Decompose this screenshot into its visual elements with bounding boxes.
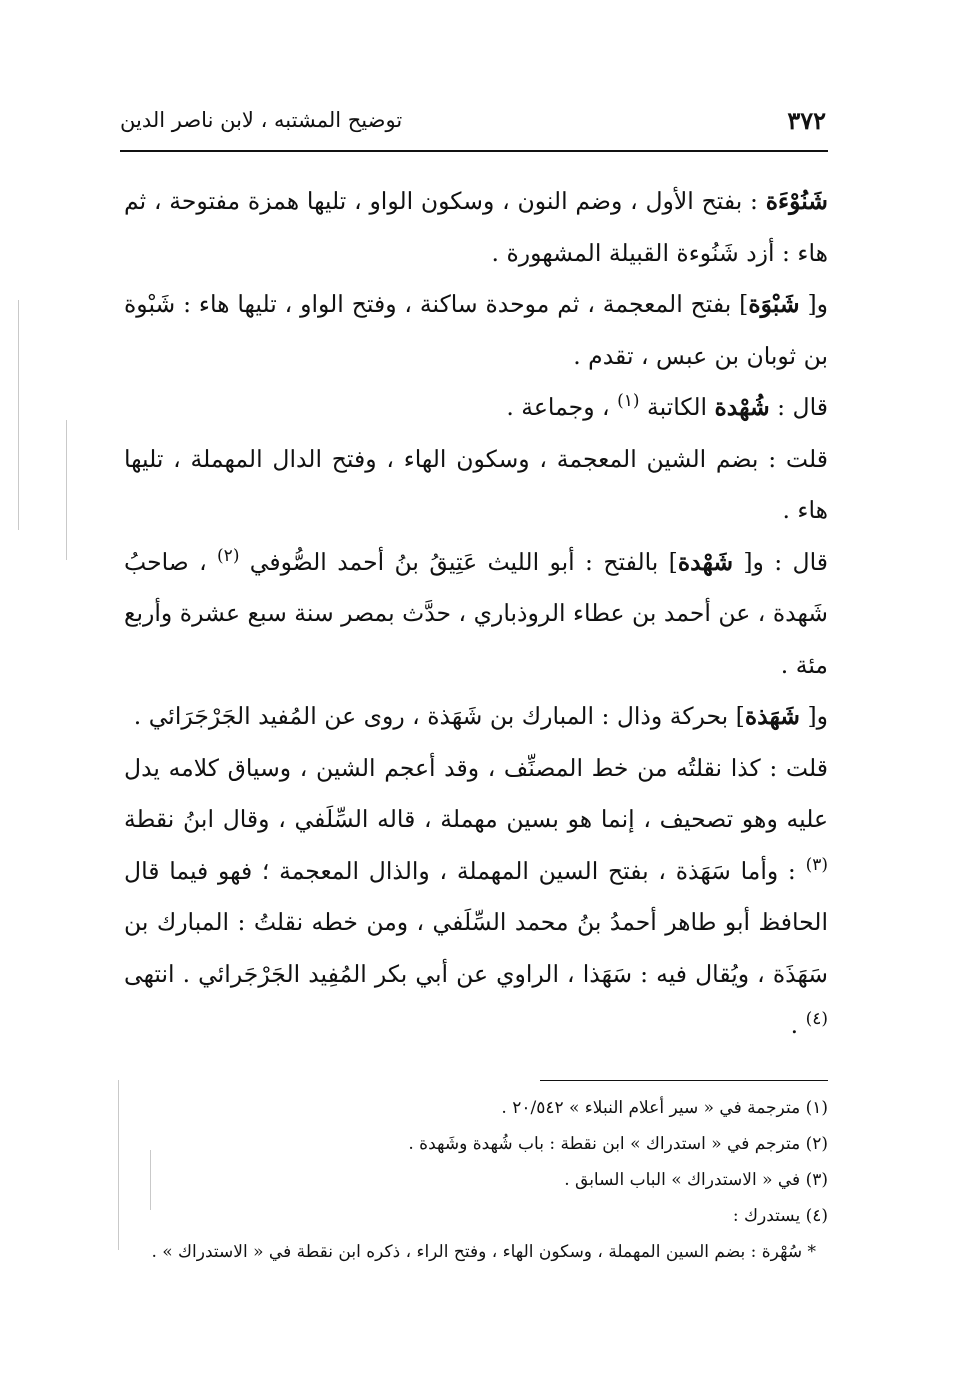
page-number: ٣٧٢ <box>787 106 826 135</box>
paragraph-text: ، وجماعة . <box>506 393 618 421</box>
paragraph-text: ] بالفتح : أبو الليث عَتِيقُ بنُ أحمد الصُّوفي <box>239 547 678 576</box>
footnotes <box>124 1090 828 1270</box>
header-rule <box>120 150 828 152</box>
paragraph-text: ] بحركة وذال : المبارك بن شَهَذة ، روى عن المُفيد الجَرْجَرَائي . <box>133 702 745 730</box>
paragraph-text: . <box>790 1011 806 1039</box>
bracket-prefix: و[ <box>800 702 828 730</box>
footnote-1: (١) مترجمة في « سير أعلام النبلاء » ٢٠/٥٤٢ . <box>501 1098 828 1118</box>
footnote-2: (٢) مترجم في « استدراك » ابن نقطة : باب شُهدة وشَهدة . <box>408 1134 828 1154</box>
entry-headword: شَبْوَة <box>748 290 800 318</box>
paragraph-shahadha <box>124 691 828 743</box>
entry-headword: شَهَذة <box>744 702 800 730</box>
footnote-4: (٤) يستدرك : <box>732 1206 828 1226</box>
scan-artifact-line <box>66 420 67 560</box>
paragraph-text: قلت : كذا نقلتُه من خط المصنِّف ، وقد أعجم الشين ، وسياق كلامه يدل عليه وهو تصحيف ، إنما هو بسين مهملة ، قاله السِّلَفي ، وقال ابنُ نقطة <box>124 753 828 833</box>
entry-headword: شَنُوْءَة <box>765 187 828 215</box>
scan-artifact-line <box>18 300 19 530</box>
footnote-marker: (٤) <box>805 1009 828 1030</box>
paragraph-text: : بفتح الأول ، وضم النون ، وسكون الواو ، تليها همزة مفتوحة ، ثم هاء : أزد شَنُوءة القبيلة المشهورة . <box>124 187 828 267</box>
main-text <box>124 176 828 1052</box>
paragraph-text: قلت : بضم الشين المعجمة ، وسكون الهاء ، وفتح الدال المهملة ، تليها هاء . <box>124 444 828 524</box>
entry-headword: شَهْدة <box>677 547 734 576</box>
paragraph-shabwa <box>124 279 828 382</box>
paragraph-shuhda <box>124 382 828 434</box>
paragraph-prefix: قال : <box>769 393 828 421</box>
paragraph-shahda <box>124 537 828 692</box>
footnote-marker: (٢) <box>217 545 240 566</box>
paragraph-shanuua <box>124 176 828 279</box>
paragraph-text: ] بفتح المعجمة ، ثم موحدة ساكنة ، وفتح الواو ، تليها هاء : شَبْوة بن ثوبان بن عبس ، تقدم . <box>124 290 828 370</box>
paragraph-qultu-1 <box>124 434 828 537</box>
scan-artifact-line <box>118 1080 119 1250</box>
paragraph-text: ، صاحبُ شَهدة ، عن أحمد بن عطاء الروذباري ، حدَّث بمصر سنة سبع عشرة وأربع مئة . <box>124 547 828 679</box>
footnote-3: (٣) في « الاستدراك » الباب السابق . <box>564 1170 828 1190</box>
page-header <box>120 104 826 144</box>
footnote-marker: (١) <box>617 391 640 412</box>
paragraph-prefix: قال : و[ <box>733 547 829 576</box>
entry-headword: شُهْدة <box>714 393 770 421</box>
running-title: توضيح المشتبه ، لابن ناصر الدين <box>120 108 403 132</box>
footnote-marker: (٣) <box>805 854 828 875</box>
bracket-prefix: و[ <box>799 290 828 318</box>
footnote-rule <box>540 1080 828 1081</box>
footnote-4-addendum: * سُهْرة : بضم السين المهملة ، وسكون الهاء ، وفتح الراء ، ذكره ابن نقطة في « الاستدراك » . <box>151 1242 816 1262</box>
paragraph-text: الكاتبة <box>639 393 715 421</box>
paragraph-text: : وأما سَهَذة ، بفتح السين المهملة ، والذال المعجمة ؛ فهو فيما قال الحافظ أبو طاهر أحمدُ بنُ محمد السِّلَفي ، ومن خطه نقلتُ : المبارك بن سَهَذَة ، ويُقال فيه : سَهَذا ، الراوي عن أبي بكر المُفِيد الجَرْجَرائي . انتهى <box>124 856 828 988</box>
paragraph-qultu-2 <box>124 743 828 1052</box>
